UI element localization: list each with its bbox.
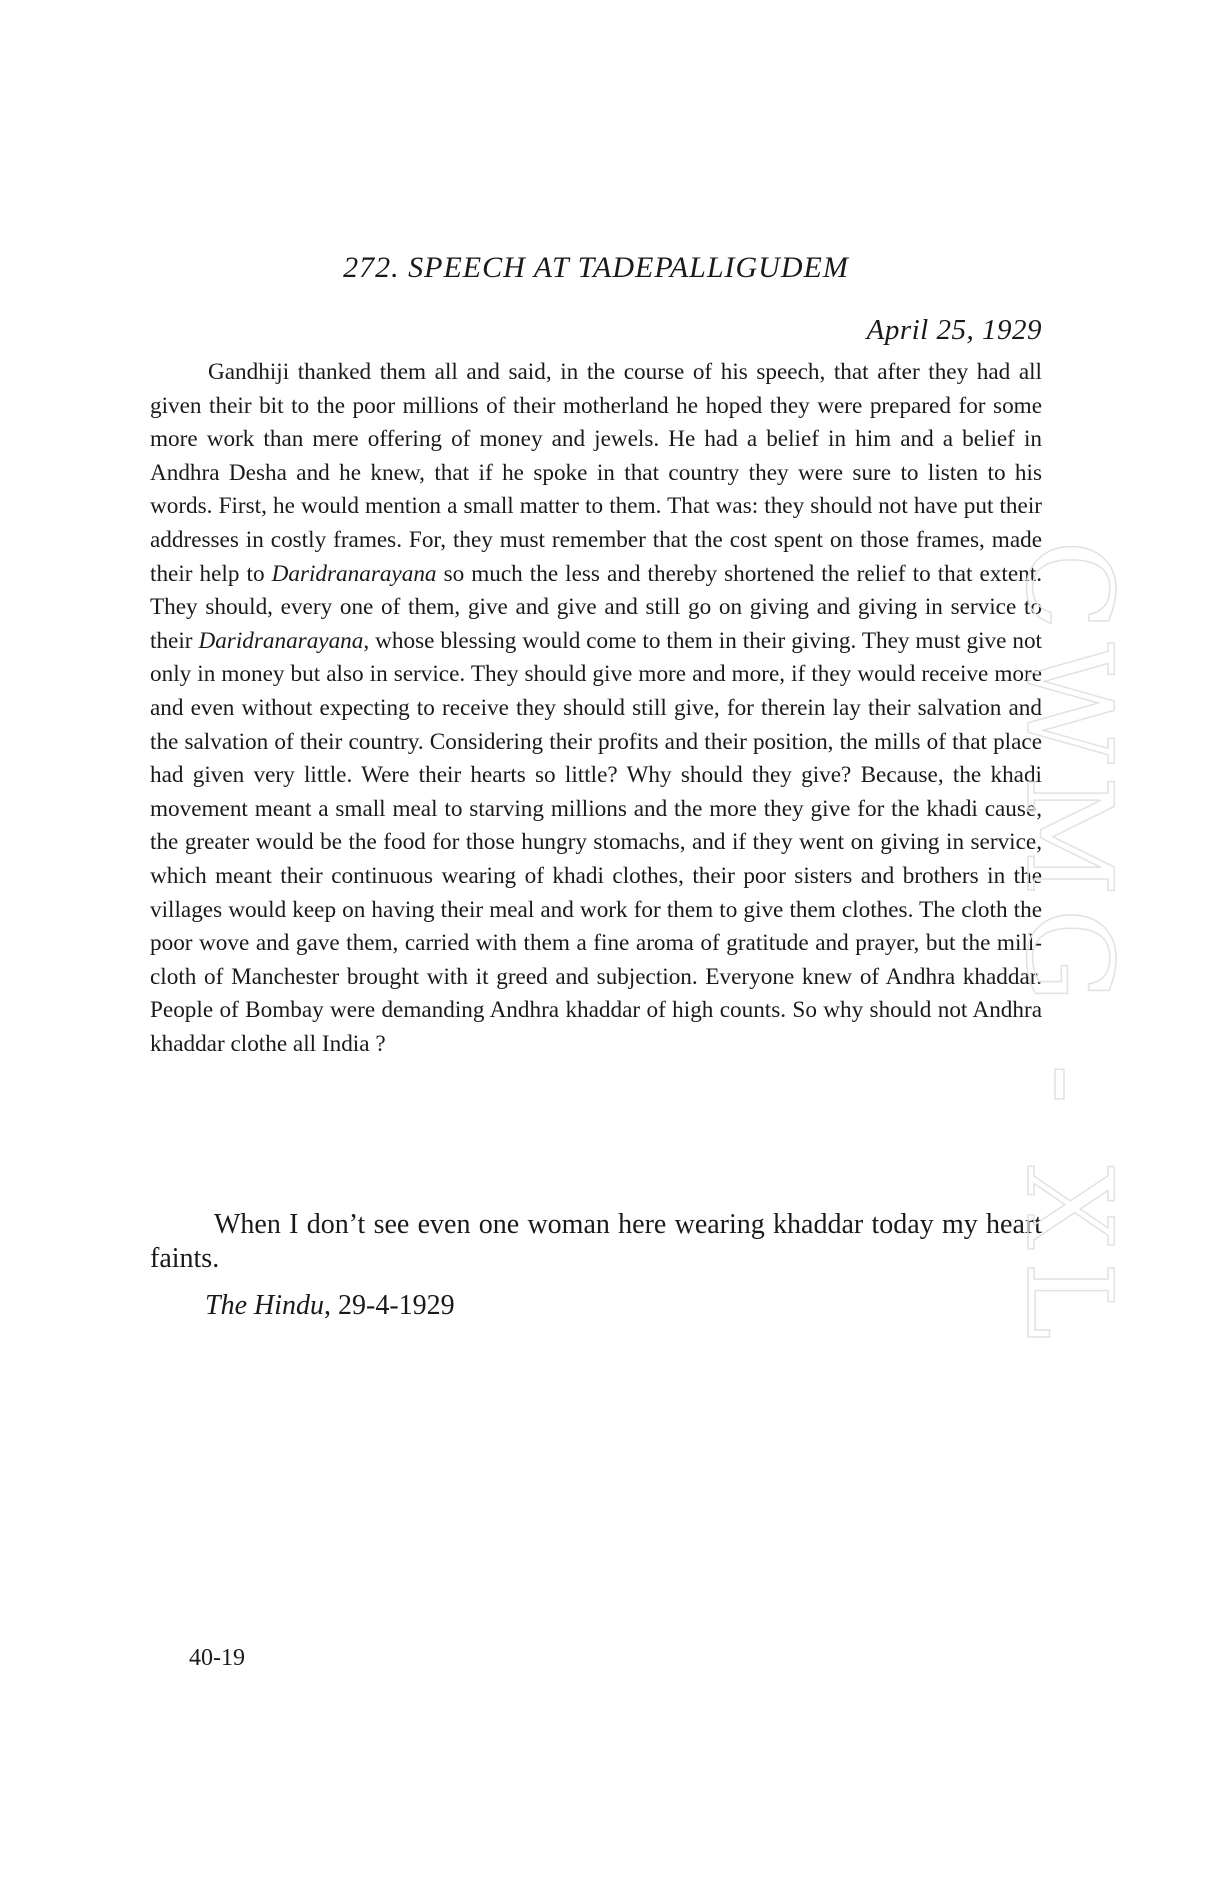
italic-term-daridranarayana-2: Daridranarayana (198, 627, 364, 654)
paragraph-text-part-2: so much the less and thereby shortened the relief to that extent. They should, every one of them, give and give and still go on giving and giving in service to their (150, 560, 1042, 654)
page-number: 40-19 (189, 1645, 245, 1671)
watermark (1000, 540, 1138, 1360)
speech-report-paragraph (150, 356, 1042, 1061)
source-date: , 29-4-1929 (324, 1290, 455, 1321)
speech-title: 272. SPEECH AT TADEPALLIGUDEM (343, 251, 849, 284)
source-publication: The Hindu (205, 1290, 324, 1321)
watermark-text: CWMG - XL (1000, 540, 1138, 1352)
source-citation (205, 1290, 455, 1322)
spoken-quote: When I don’t see even one woman here wearing khaddar today my heart faints. (150, 1209, 1042, 1274)
speech-date: April 25, 1929 (866, 314, 1042, 346)
paragraph-text-part-3: , whose blessing would come to them in their giving. They must give not only in money but also in service. They should give more and more, if they would receive more and even without expecting to receive they should still give, for therein lay their salvation and the salvation of their country. Considering their profits and their position, the mills of that place had given very little. Were their hearts so little? Why should they give? Because, the khadi movement meant a small meal to starving millions and the more they give for the khadi cause, the greater would be the food for those hungry stomachs, and if they went on giving in service, which meant their continuous wearing of khadi clothes, their poor sisters and brothers in the villages would keep on having their meal and work for them to give them clothes. The cloth the poor wove and gave them, carried with them a fine aroma of gratitude and prayer, but the mill-cloth of Manchester brought with it greed and subjection. Everyone knew of Andhra khaddar. People of Bombay were demanding Andhra khaddar of high counts. So why should not Andhra khaddar clothe all India ? (150, 627, 1042, 1057)
italic-term-daridranarayana-1: Daridranarayana (271, 560, 437, 587)
paragraph-text-part-1: Gandhiji thanked them all and said, in the course of his speech, that after they had all given their bit to the poor millions of their motherland he hoped they were prepared for some more work than mere offering of money and jewels. He had a belief in him and a belief in Andhra Desha and he knew, that if he spoke in that country they were sure to listen to his words. First, he would mention a small matter to them. That was: they should not have put their addresses in costly frames. For, they must remember that the cost spent on those frames, made their help to (150, 359, 1042, 587)
